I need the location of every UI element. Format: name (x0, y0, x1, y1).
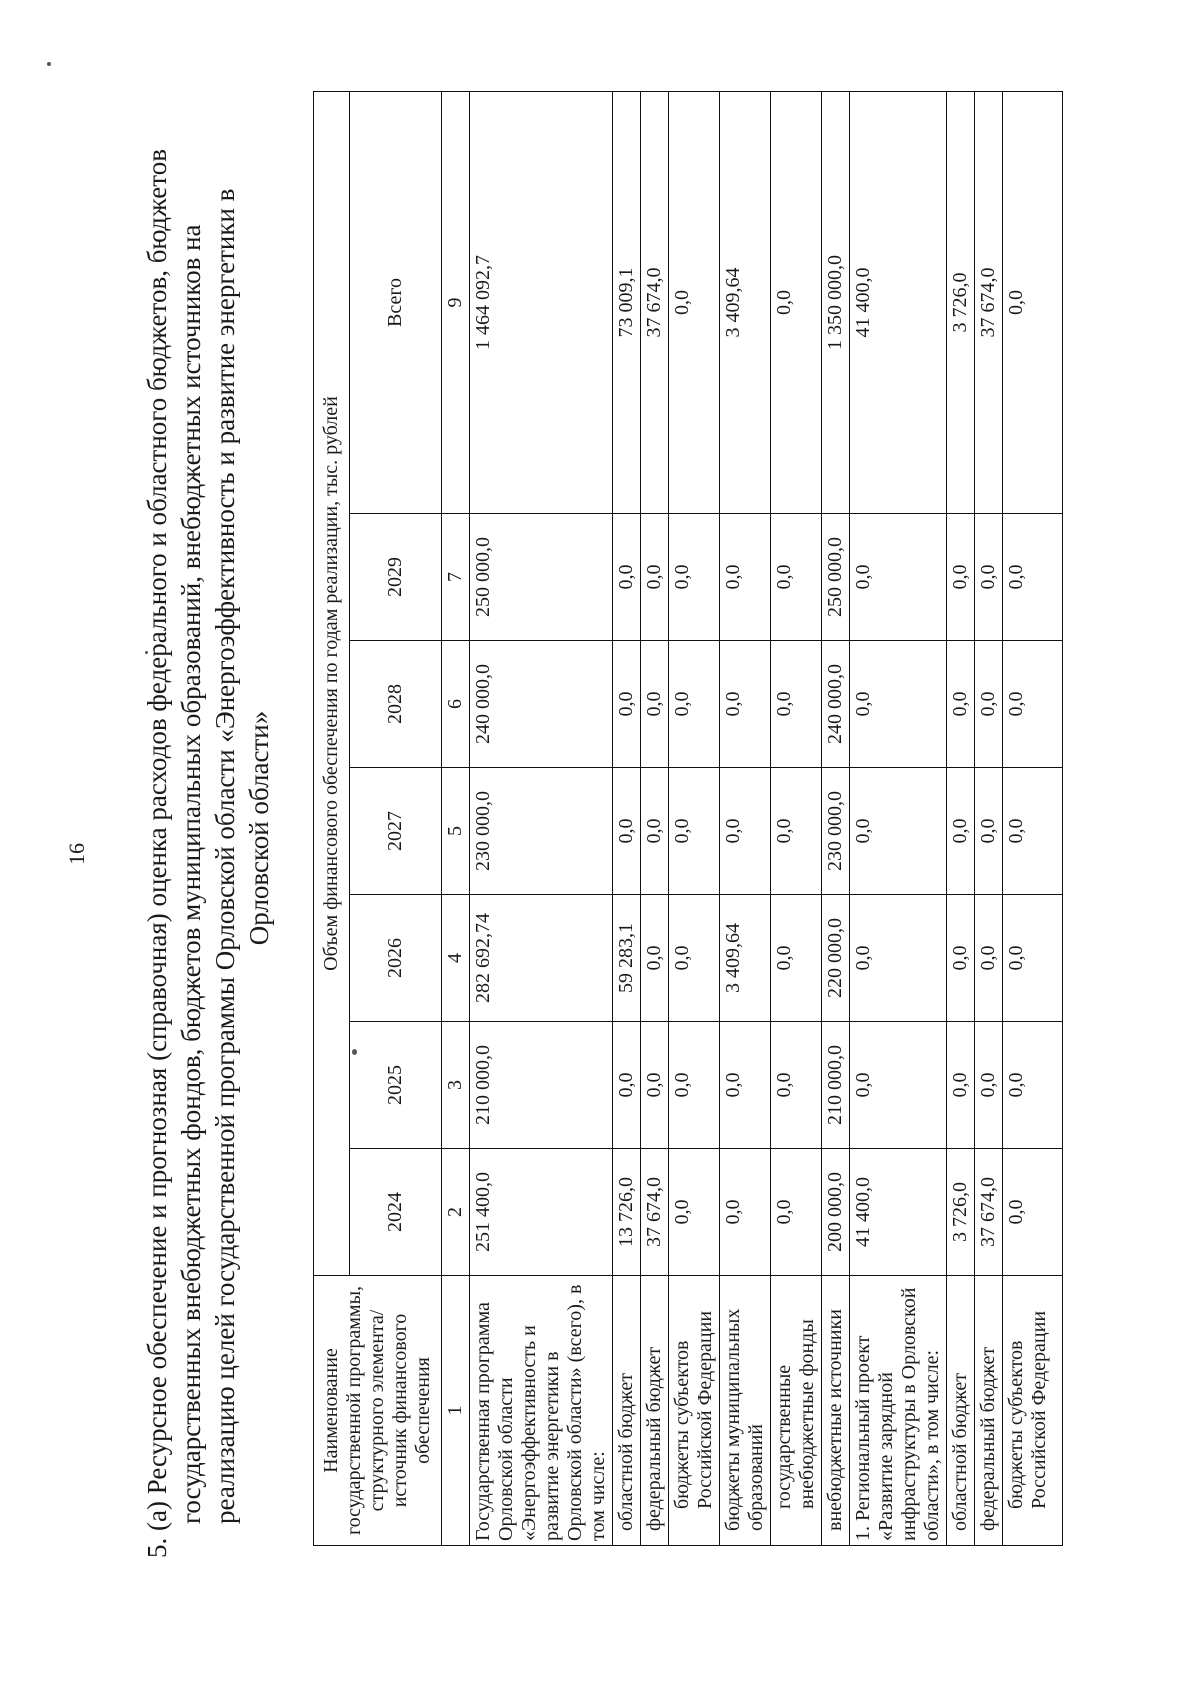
table-row (720, 91, 771, 1545)
row-value: 0,0 (669, 1149, 720, 1276)
table-row (470, 91, 613, 1545)
table-row (822, 91, 850, 1545)
row-total: 37 674,0 (641, 91, 669, 513)
row-total: 1 464 092,7 (470, 91, 613, 513)
row-value: 0,0 (975, 514, 1003, 641)
row-value: 282 692,74 (470, 895, 613, 1022)
document-heading (140, 98, 276, 1558)
row-value: 251 400,0 (470, 1149, 613, 1276)
heading-line: 5. (а) Ресурсное обеспечение и прогнозная (справочная) оценка расходов федерального и областного бюджетов, бюджетов (142, 149, 172, 1558)
column-number: 7 (442, 514, 470, 641)
column-number: 1 (442, 1276, 470, 1546)
row-value: 0,0 (975, 768, 1003, 895)
row-value: 0,0 (641, 514, 669, 641)
page-number: 16 (64, 843, 89, 865)
row-value: 0,0 (975, 895, 1003, 1022)
row-value: 240 000,0 (470, 641, 613, 768)
row-value: 0,0 (613, 514, 641, 641)
row-value: 0,0 (669, 768, 720, 895)
row-value: 230 000,0 (470, 768, 613, 895)
heading-line: государственных внебюджетных фондов, бюджетов муниципальных образований, внебюджетных источников на (176, 224, 206, 1524)
row-value: 0,0 (669, 895, 720, 1022)
row-value: 0,0 (850, 1022, 947, 1149)
row-value: 0,0 (613, 1022, 641, 1149)
row-value: 0,0 (850, 641, 947, 768)
row-value: 0,0 (771, 514, 822, 641)
row-value: 0,0 (1003, 641, 1063, 768)
heading-line: Орловской области» (244, 710, 274, 946)
row-value: 0,0 (947, 895, 975, 1022)
row-total: 0,0 (669, 91, 720, 513)
row-total: 3 726,0 (947, 91, 975, 513)
row-value: 0,0 (947, 641, 975, 768)
header-total: Всего (350, 91, 442, 513)
row-total: 0,0 (771, 91, 822, 513)
column-number: 2 (442, 1149, 470, 1276)
row-value: 230 000,0 (822, 768, 850, 895)
row-value: 0,0 (641, 1022, 669, 1149)
row-value: 0,0 (771, 1022, 822, 1149)
row-value: 0,0 (947, 768, 975, 895)
table-row (947, 91, 975, 1545)
row-total: 0,0 (1003, 91, 1063, 513)
row-value: 0,0 (771, 768, 822, 895)
row-name: областной бюджет (947, 1276, 975, 1546)
row-value: 0,0 (975, 641, 1003, 768)
header-volume: Объем финансового обеспечения по годам реализации, тыс. рублей (314, 91, 350, 1275)
row-name: федеральный бюджет (975, 1276, 1003, 1546)
row-total: 41 400,0 (850, 91, 947, 513)
row-value: 0,0 (850, 514, 947, 641)
row-value: 0,0 (669, 641, 720, 768)
row-name: федеральный бюджет (641, 1276, 669, 1546)
column-number: 9 (442, 91, 470, 513)
row-value: 0,0 (1003, 1149, 1063, 1276)
row-total: 73 009,1 (613, 91, 641, 513)
table-row (975, 91, 1003, 1545)
column-number-row (442, 91, 470, 1545)
row-value: 250 000,0 (822, 514, 850, 641)
row-value: 0,0 (641, 895, 669, 1022)
row-name: внебюджетные источники (822, 1276, 850, 1546)
row-value: 0,0 (1003, 1022, 1063, 1149)
row-name: государственные внебюджетные фонды (771, 1276, 822, 1546)
header-name-column: Наименование государственной программы, структурного элемента/источник финансового обеспечения (314, 1276, 442, 1546)
row-total: 3 409,64 (720, 91, 771, 513)
row-value: 0,0 (850, 768, 947, 895)
row-value: 200 000,0 (822, 1149, 850, 1276)
budget-table (313, 91, 1063, 1546)
row-value: 0,0 (641, 641, 669, 768)
row-name: 1. Региональный проект «Развитие зарядной инфраструктуры в Орловской области», в том числе: (850, 1276, 947, 1546)
row-value: 3 409,64 (720, 895, 771, 1022)
row-value: 0,0 (771, 641, 822, 768)
row-value: 37 674,0 (641, 1149, 669, 1276)
header-year: 2027 (350, 768, 442, 895)
row-value: 220 000,0 (822, 895, 850, 1022)
column-number: 5 (442, 768, 470, 895)
header-year: 2024 (350, 1149, 442, 1276)
row-total: 37 674,0 (975, 91, 1003, 513)
row-value: 41 400,0 (850, 1149, 947, 1276)
header-year: 2028 (350, 641, 442, 768)
table-header-row (314, 91, 350, 1545)
row-name: Государственная программа Орловской области «Энергоэффективность и развитие энергетики в Орловской области» (всего), в том числе: (470, 1276, 613, 1546)
table-row (771, 91, 822, 1545)
row-name: бюджеты муниципальных образований (720, 1276, 771, 1546)
row-value: 0,0 (720, 641, 771, 768)
row-value: 59 283,1 (613, 895, 641, 1022)
table-row (669, 91, 720, 1545)
row-value: 0,0 (669, 514, 720, 641)
row-total: 1 350 000,0 (822, 91, 850, 513)
row-value: 0,0 (850, 895, 947, 1022)
row-value: 37 674,0 (975, 1149, 1003, 1276)
table-row (613, 91, 641, 1545)
table-row (850, 91, 947, 1545)
row-value: 0,0 (720, 768, 771, 895)
row-value: 0,0 (641, 768, 669, 895)
row-value: 3 726,0 (947, 1149, 975, 1276)
row-value: 0,0 (613, 641, 641, 768)
column-number: 4 (442, 895, 470, 1022)
header-year: 2025 (350, 1022, 442, 1149)
heading-line: реализацию целей государственной программы Орловской области «Энергоэффективность и развитие энергетики в (210, 188, 240, 1524)
row-value: 0,0 (720, 514, 771, 641)
row-name: бюджеты субъектов Российской Федерации (669, 1276, 720, 1546)
column-number: 3 (442, 1022, 470, 1149)
row-value: 0,0 (613, 768, 641, 895)
row-value: 0,0 (1003, 514, 1063, 641)
row-value: 210 000,0 (470, 1022, 613, 1149)
row-value: 0,0 (1003, 895, 1063, 1022)
row-value: 0,0 (720, 1022, 771, 1149)
row-value: 13 726,0 (613, 1149, 641, 1276)
row-name: бюджеты субъектов Российской Федерации (1003, 1276, 1063, 1546)
row-value: 0,0 (947, 1022, 975, 1149)
row-value: 0,0 (669, 1022, 720, 1149)
row-value: 250 000,0 (470, 514, 613, 641)
row-value: 0,0 (771, 1149, 822, 1276)
header-year: 2029 (350, 514, 442, 641)
row-value: 0,0 (947, 514, 975, 641)
row-name: областной бюджет (613, 1276, 641, 1546)
header-year: 2026 (350, 895, 442, 1022)
row-value: 240 000,0 (822, 641, 850, 768)
row-value: 210 000,0 (822, 1022, 850, 1149)
table-row (641, 91, 669, 1545)
row-value: 0,0 (975, 1022, 1003, 1149)
column-number: 6 (442, 641, 470, 768)
row-value: 0,0 (1003, 768, 1063, 895)
table-row (1003, 91, 1063, 1545)
row-value: 0,0 (720, 1149, 771, 1276)
row-value: 0,0 (771, 895, 822, 1022)
